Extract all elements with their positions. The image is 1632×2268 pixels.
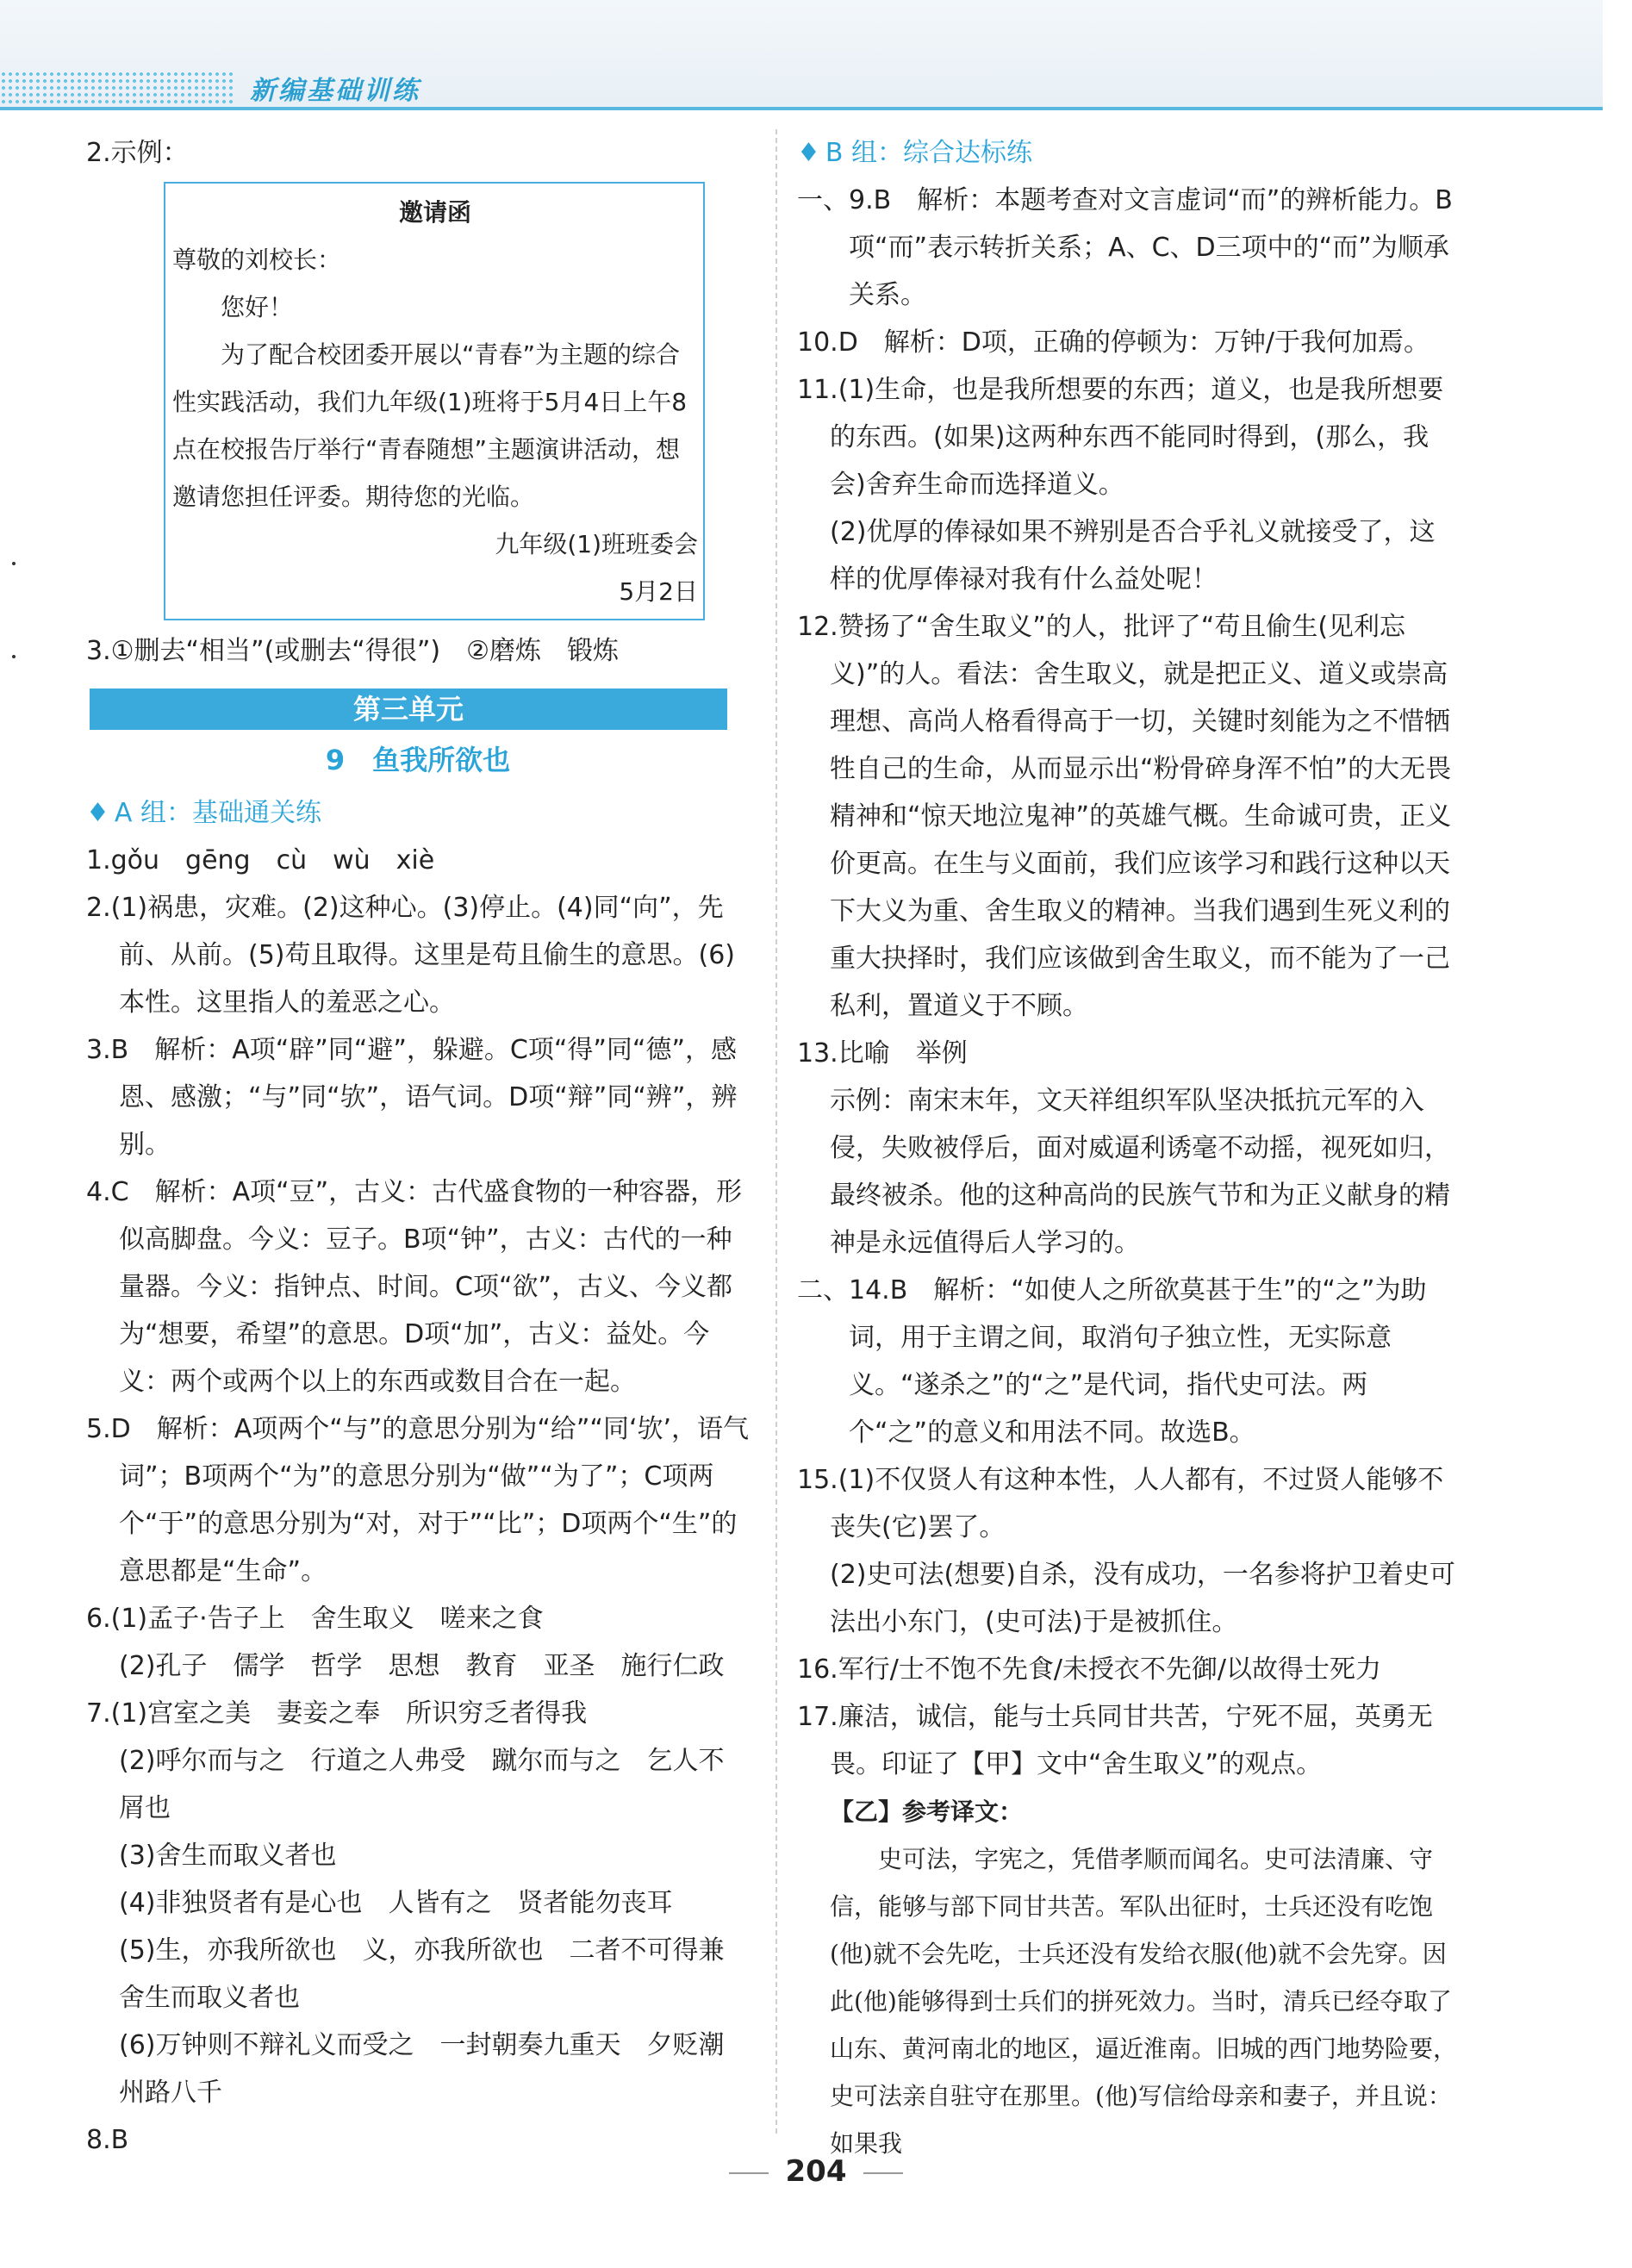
book-series-title: 新编基础训练	[250, 76, 420, 106]
answer-item: 一、9.B 解析：本题考查对文言虚词“而”的辨析能力。B项“而”表示转折关系；A、C、D三项中的“而”为顺承关系。	[797, 185, 1453, 310]
answer-item: (4)非独贤者有是心也 人皆有之 贤者能勿丧耳	[119, 1888, 673, 1918]
header-dots-decoration	[0, 71, 233, 105]
translation-title: 【乙】参考译文：	[830, 1798, 1024, 1826]
answer-item: 4.C 解析：A项“豆”，古义：古代盛食物的一种容器，形似高脚盘。今义：豆子。B项“钟”，古义：古代的一种量器。今义：指钟点、时间。C项“欲”，古义、今义都为“想要，希望”的意思。D项“加”，古义：益处。今义：两个或两个以上的东西或数目合在一起。	[86, 1177, 743, 1397]
answer-item: (2)孔子 儒学 哲学 思想 教育 亚圣 施行仁政	[119, 1651, 725, 1681]
group-a-heading	[86, 789, 750, 837]
invitation-letter-box	[164, 182, 705, 620]
answer-item: 1.gǒu gēng cù wù xiè	[86, 845, 435, 875]
group-a-title: A 组：基础通关练	[114, 798, 321, 828]
answer-item: (3)舍生而取义者也	[119, 1841, 337, 1871]
margin-dot	[12, 655, 16, 658]
diamond-icon: ♦	[86, 798, 109, 828]
answer-item: 3.B 解析：A项“辟”同“避”，躲避。C项“得”同“德”，感恩、感激；“与”同“欤”，语气词。D项“辩”同“辨”，辨别。	[86, 1035, 738, 1160]
footer-dash-right	[863, 2172, 903, 2174]
diamond-icon: ♦	[797, 138, 820, 168]
answer-item: 二、14.B 解析：“如使人之所欲莫甚于生”的“之”为助词，用于主谓之间，取消句子独立性，无实际意义。“遂杀之”的“之”是代词，指代史可法。两个“之”的意义和用法不同。故选B。	[797, 1275, 1427, 1448]
answer-item: (5)生，亦我所欲也 义，亦我所欲也 二者不可得兼 舍生而取义者也	[119, 1935, 751, 2013]
answer-item: 5.D 解析：A项两个“与”的意思分别为“给”“同‘欤’，语气词”；B项两个“为”的意思分别为“做”“为了”；C项两个“于”的意思分别为“对，对于”“比”；D项两个“生”的意思都是“生命”。	[86, 1414, 750, 1586]
answer-item: 12.赞扬了“舍生取义”的人，批评了“苟且偷生(见利忘义)”的人。看法：舍生取义，就是把正义、道义或崇高理想、高尚人格看得高于一切，关键时刻能为之不惜牺牲自己的生命，从而显示出“粉骨碎身浑不怕”的大无畏精神和“惊天地泣鬼神”的英雄气概。生命诚可贵，正义价更高。在生与义面前，我们应该学习和践行这种以天下大义为重、舍生取义的精神。当我们遇到生死义利的重大抉择时，我们应该做到舍生取义，而不能为了一己私利，置道义于不顾。	[797, 612, 1452, 1021]
question-2-label: 2.示例：	[86, 138, 189, 168]
header-band	[0, 0, 1603, 110]
answer-item: 2.(1)祸患，灾难。(2)这种心。(3)停止。(4)同“向”，先前、从前。(5)苟且取得。这里是苟且偷生的意思。(6)本性。这里指人的羞恶之心。	[86, 893, 735, 1018]
answer-item: 10.D 解析：D项，正确的停顿为：万钟/于我何加焉。	[797, 327, 1430, 358]
answer-item: 示例：南宋末年，文天祥组织军队坚决抵抗元军的入侵，失败被俘后，面对威逼利诱毫不动摇，视死如归，最终被杀。他的这种高尚的民族气节和为正义献身的精神是永远值得后人学习的。	[830, 1086, 1450, 1258]
letter-date: 5月2日	[619, 577, 698, 606]
letter-signature: 九年级(1)班班委会	[495, 530, 698, 558]
answer-item: 6.(1)孟子·告子上 舍生取义 嗟来之食	[86, 1604, 544, 1634]
group-b-title: B 组：综合达标练	[825, 138, 1033, 168]
right-column	[797, 129, 1461, 2167]
unit-title-bar: 第三单元	[90, 688, 727, 730]
letter-salutation: 尊敬的刘校长：	[172, 246, 342, 274]
question-3-answer: 3.①删去“相当”(或删去“得很”) ②磨炼 锻炼	[86, 636, 619, 666]
translation-text: 史可法，字宪之，凭借孝顺而闻名。史可法清廉、守信，能够与部下同甘共苦。军队出征时，士兵还没有吃饱(他)就不会先吃，士兵还没有发给衣服(他)就不会先穿。因此(他)能够得到士兵们的拼死效力。当时，清兵已经夺取了山东、黄河南北的地区，逼近淮南。旧城的西门地势险要，史可法亲自驻守在那里。(他)写信给母亲和妻子，并且说：如果我	[830, 1845, 1458, 2158]
page-number: 204	[785, 2154, 847, 2189]
answer-item: (2)呼尔而与之 行道之人弗受 蹴尔而与之 乞人不屑也	[119, 1746, 725, 1823]
answer-item: 11.(1)生命，也是我所想要的东西；道义，也是我所想要的东西。(如果)这两种东西不能同时得到，(那么，我会)舍弃生命而选择道义。	[797, 375, 1444, 500]
column-divider	[776, 129, 777, 2137]
footer-dash-left	[729, 2172, 769, 2174]
letter-title: 邀请函	[398, 198, 471, 227]
letter-greeting: 您好！	[221, 293, 294, 321]
answer-item: 15.(1)不仅贤人有这种本性，人人都有，不过贤人能够不丧失(它)罢了。	[797, 1465, 1444, 1542]
margin-dot	[12, 562, 16, 565]
answer-item: 16.军行/士不饱不先食/未授衣不先御/以故得士死力	[797, 1654, 1382, 1685]
letter-body: 为了配合校团委开展以“青春”为主题的综合性实践活动，我们九年级(1)班将于5月4日上午8点在校报告厅举行“青春随想”主题演讲活动，想邀请您担任评委。期待您的光临。	[172, 340, 688, 511]
lesson-title: 9 鱼我所欲也	[325, 744, 511, 776]
answer-item: 17.廉洁，诚信，能与士兵同甘共苦，宁死不屈，英勇无畏。印证了【甲】文中“舍生取义”的观点。	[797, 1702, 1433, 1779]
answer-item: 8.B	[86, 2125, 129, 2155]
answer-item: (6)万钟则不辩礼义而受之 一封朝奏九重天 夕贬潮州路八千	[119, 2030, 725, 2108]
group-b-heading	[797, 129, 1461, 177]
answer-item: 13.比喻 举例	[797, 1038, 968, 1069]
header-rule	[0, 107, 1603, 110]
answer-item: 7.(1)宫室之美 妻妾之奉 所识穷乏者得我	[86, 1698, 588, 1729]
page-number-footer	[0, 2154, 1632, 2189]
translation-block	[797, 1788, 1461, 2167]
answer-item: (2)史可法(想要)自杀，没有成功，一名参将护卫着史可法出小东门，(史可法)于是被抓住。	[830, 1560, 1455, 1637]
answer-item: (2)优厚的俸禄如果不辨别是否合乎礼义就接受了，这样的优厚俸禄对我有什么益处呢！	[830, 517, 1436, 595]
left-column	[86, 129, 750, 2164]
